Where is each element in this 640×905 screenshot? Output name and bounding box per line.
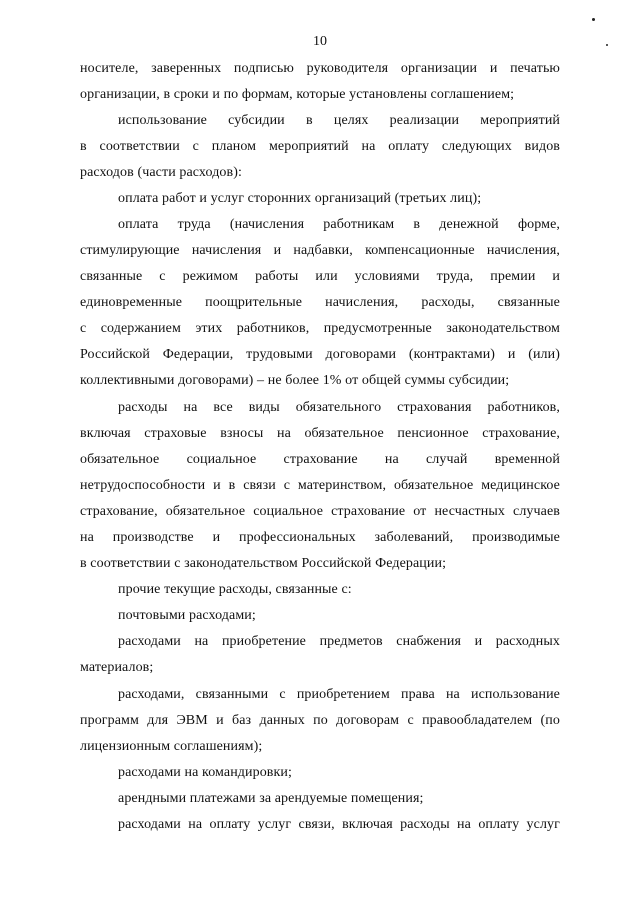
text-line: нетрудоспособности и в связи с материнством, обязательное медицинское: [80, 478, 560, 493]
text-line: носителе, заверенных подписью руководителя организации и печатью: [80, 61, 560, 76]
text-line: оплата труда (начисления работникам в денежной форме,: [118, 217, 560, 232]
text-line: Российской Федерации, трудовыми договорами (контрактами) и (или): [80, 347, 560, 362]
page-number: 10: [313, 34, 327, 49]
text-line: использование субсидии в целях реализации мероприятий: [118, 113, 560, 128]
text-line: в соответствии с планом мероприятий на оплату следующих видов: [80, 139, 560, 154]
text-line: материалов;: [80, 660, 154, 675]
text-line: связанные с режимом работы или условиями труда, премии и: [80, 269, 560, 284]
text-line: лицензионным соглашениям);: [80, 739, 263, 754]
text-line: страхование, обязательное социальное страхование от несчастных случаев: [80, 504, 560, 519]
text-line: оплата работ и услуг сторонних организаций (третьих лиц);: [118, 191, 482, 206]
text-line: расходов (части расходов):: [80, 165, 242, 180]
text-line: арендными платежами за арендуемые помещения;: [118, 791, 424, 806]
text-line: организации, в сроки и по формам, которые установлены соглашением;: [80, 87, 515, 102]
text-line: в соответствии с законодательством Российской Федерации;: [80, 556, 447, 571]
text-line: прочие текущие расходы, связанные с:: [118, 582, 352, 597]
text-line: с содержанием этих работников, предусмотренные законодательством: [80, 321, 560, 336]
scan-speck: [592, 18, 595, 21]
text-line: на производстве и профессиональных заболеваний, производимые: [80, 530, 560, 545]
text-line: коллективными договорами) – не более 1% от общей суммы субсидии;: [80, 373, 510, 388]
text-line: расходы на все виды обязательного страхования работников,: [118, 400, 560, 415]
text-line: стимулирующие начисления и надбавки, компенсационные начисления,: [80, 243, 560, 258]
text-line: расходами на приобретение предметов снабжения и расходных: [118, 634, 560, 649]
text-line: включая страховые взносы на обязательное пенсионное страхование,: [80, 426, 560, 441]
text-line: обязательное социальное страхование на случай временной: [80, 452, 560, 467]
text-line: программ для ЭВМ и баз данных по договорам с правообладателем (по: [80, 713, 560, 728]
scan-speck: [606, 44, 608, 46]
text-line: расходами на командировки;: [118, 765, 293, 780]
text-line: расходами, связанными с приобретением права на использование: [118, 687, 560, 702]
text-line: почтовыми расходами;: [118, 608, 256, 623]
text-line: расходами на оплату услуг связи, включая расходы на оплату услуг: [118, 817, 560, 832]
text-line: единовременные поощрительные начисления, расходы, связанные: [80, 295, 560, 310]
